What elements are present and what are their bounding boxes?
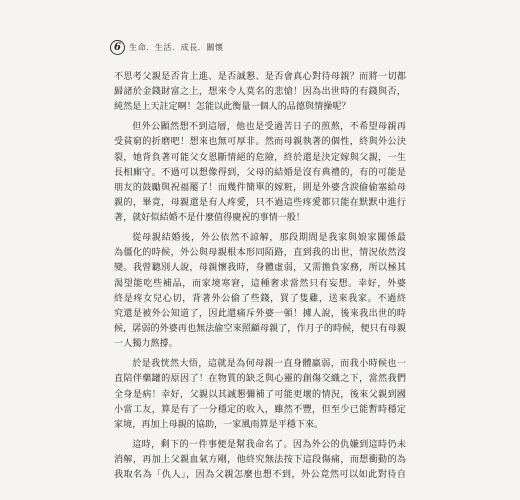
text-line: 變。我曾聽別人說，母親懷我時，身體虛弱，又需擔負家務，所以極其 [114, 263, 406, 274]
text-line: 為僵化的時候，外公與母親根本形同陌路，直到我的出世，情況依然沒 [114, 248, 406, 259]
paragraph [114, 120, 406, 226]
text-line: 家境，再加上母親的協助，一家風雨算是平穩下來。 [114, 419, 324, 430]
text-line: 受貧窮的折磨吧！想來也無可厚非。然而母親執著的個性，終與外公決 [114, 137, 406, 148]
paragraph [114, 231, 406, 353]
text-line: 但外公顯然想不到這層，他也是受過苦日子的煎熬，不希望母親再 [132, 122, 406, 133]
text-line: 不思考父親是否肯上進、是否誠懇、是否會真心對待母親？而將一切都 [114, 72, 406, 82]
text-line: 親的，畢竟，母親還是有人疼愛，只不過這些疼愛都只能在默默中進行 [114, 198, 406, 209]
text-line: 消解，再加上父親血氣方剛，他終究無法按下這段傷痛，而想衝動的為 [114, 454, 406, 465]
text-line: 從母親結婚後，外公依然不諒解，那段期間是我家與娘家關係最 [132, 233, 406, 244]
running-title: 生命．生活．成長．關懷 [129, 43, 224, 52]
text-line: 著，就好似結婚不是什麼值得慶祝的事情一般！ [114, 213, 305, 224]
text-line: 一人獨力熬撐。 [114, 339, 178, 350]
text-line: 純然是上天註定啊！怎能以此衡量一個人的品德與情操呢？ [114, 102, 351, 113]
paragraph [114, 70, 406, 116]
text-line: 候，孱弱的外婆再也無法偷空來照顧母親了，作月子的時候，便只有母親 [114, 324, 406, 335]
paragraph [114, 438, 406, 484]
text-line: 我取名為「仇人」，因為父親怎麼也想不到，外公竟然可以如此對待自 [114, 470, 406, 481]
text-line: 直陪伴藥罐的原因了！在物質的缺乏與心靈的創傷交織之下，當然我們 [114, 374, 406, 385]
text-line: 渴望能吃些補品，而家境寒窘，這種奢求當然只有妄想。幸好，外婆 [114, 278, 406, 289]
page-number: 6 [110, 40, 125, 55]
paragraph [114, 357, 406, 433]
text-line: 這時，剩下的一件事便是幫我命名了。因為外公的仇嫌到這時仍未 [132, 439, 406, 450]
text-line: 於是我恍然大悟，這就是為何母親一直身體羸弱，而我小時候也一 [132, 359, 406, 370]
text-line: 歸諸於金錢財富之上，想來令人莫名的悲愴！因為出世時的有錢與否， [114, 87, 406, 98]
text-line: 全身是病！幸好，父親以其誠懇彌補了可能更壞的情況，後來父親到國 [114, 389, 406, 400]
text-line: 朋友的鼓勵與祝福罷了！而幾件簡單的嫁粧，則是外婆含淚偷偷塞給母 [114, 182, 406, 193]
text-line: 長相廝守。不過可以想像得到，父母的結婚是沒有典禮的，有的可能是 [114, 167, 406, 178]
text-line: 終是疼女兒心切，背著外公偷了些錢，買了隻雞，送來我家。不過終 [114, 293, 406, 304]
page-header [110, 40, 224, 55]
text-line: 究還是被外公知道了，因此還痛斥外婆一頓！據人說，後來我出世的時 [114, 309, 406, 320]
text-line: 小當工友，算是有了一分穩定的收入，雖然不豐，但至少已能暫時穩定 [114, 404, 406, 415]
body-text [114, 70, 406, 488]
text-line: 裂，她背負著可能父女恩斷情絕的危險，終於還是決定嫁與父親，一生 [114, 152, 406, 163]
